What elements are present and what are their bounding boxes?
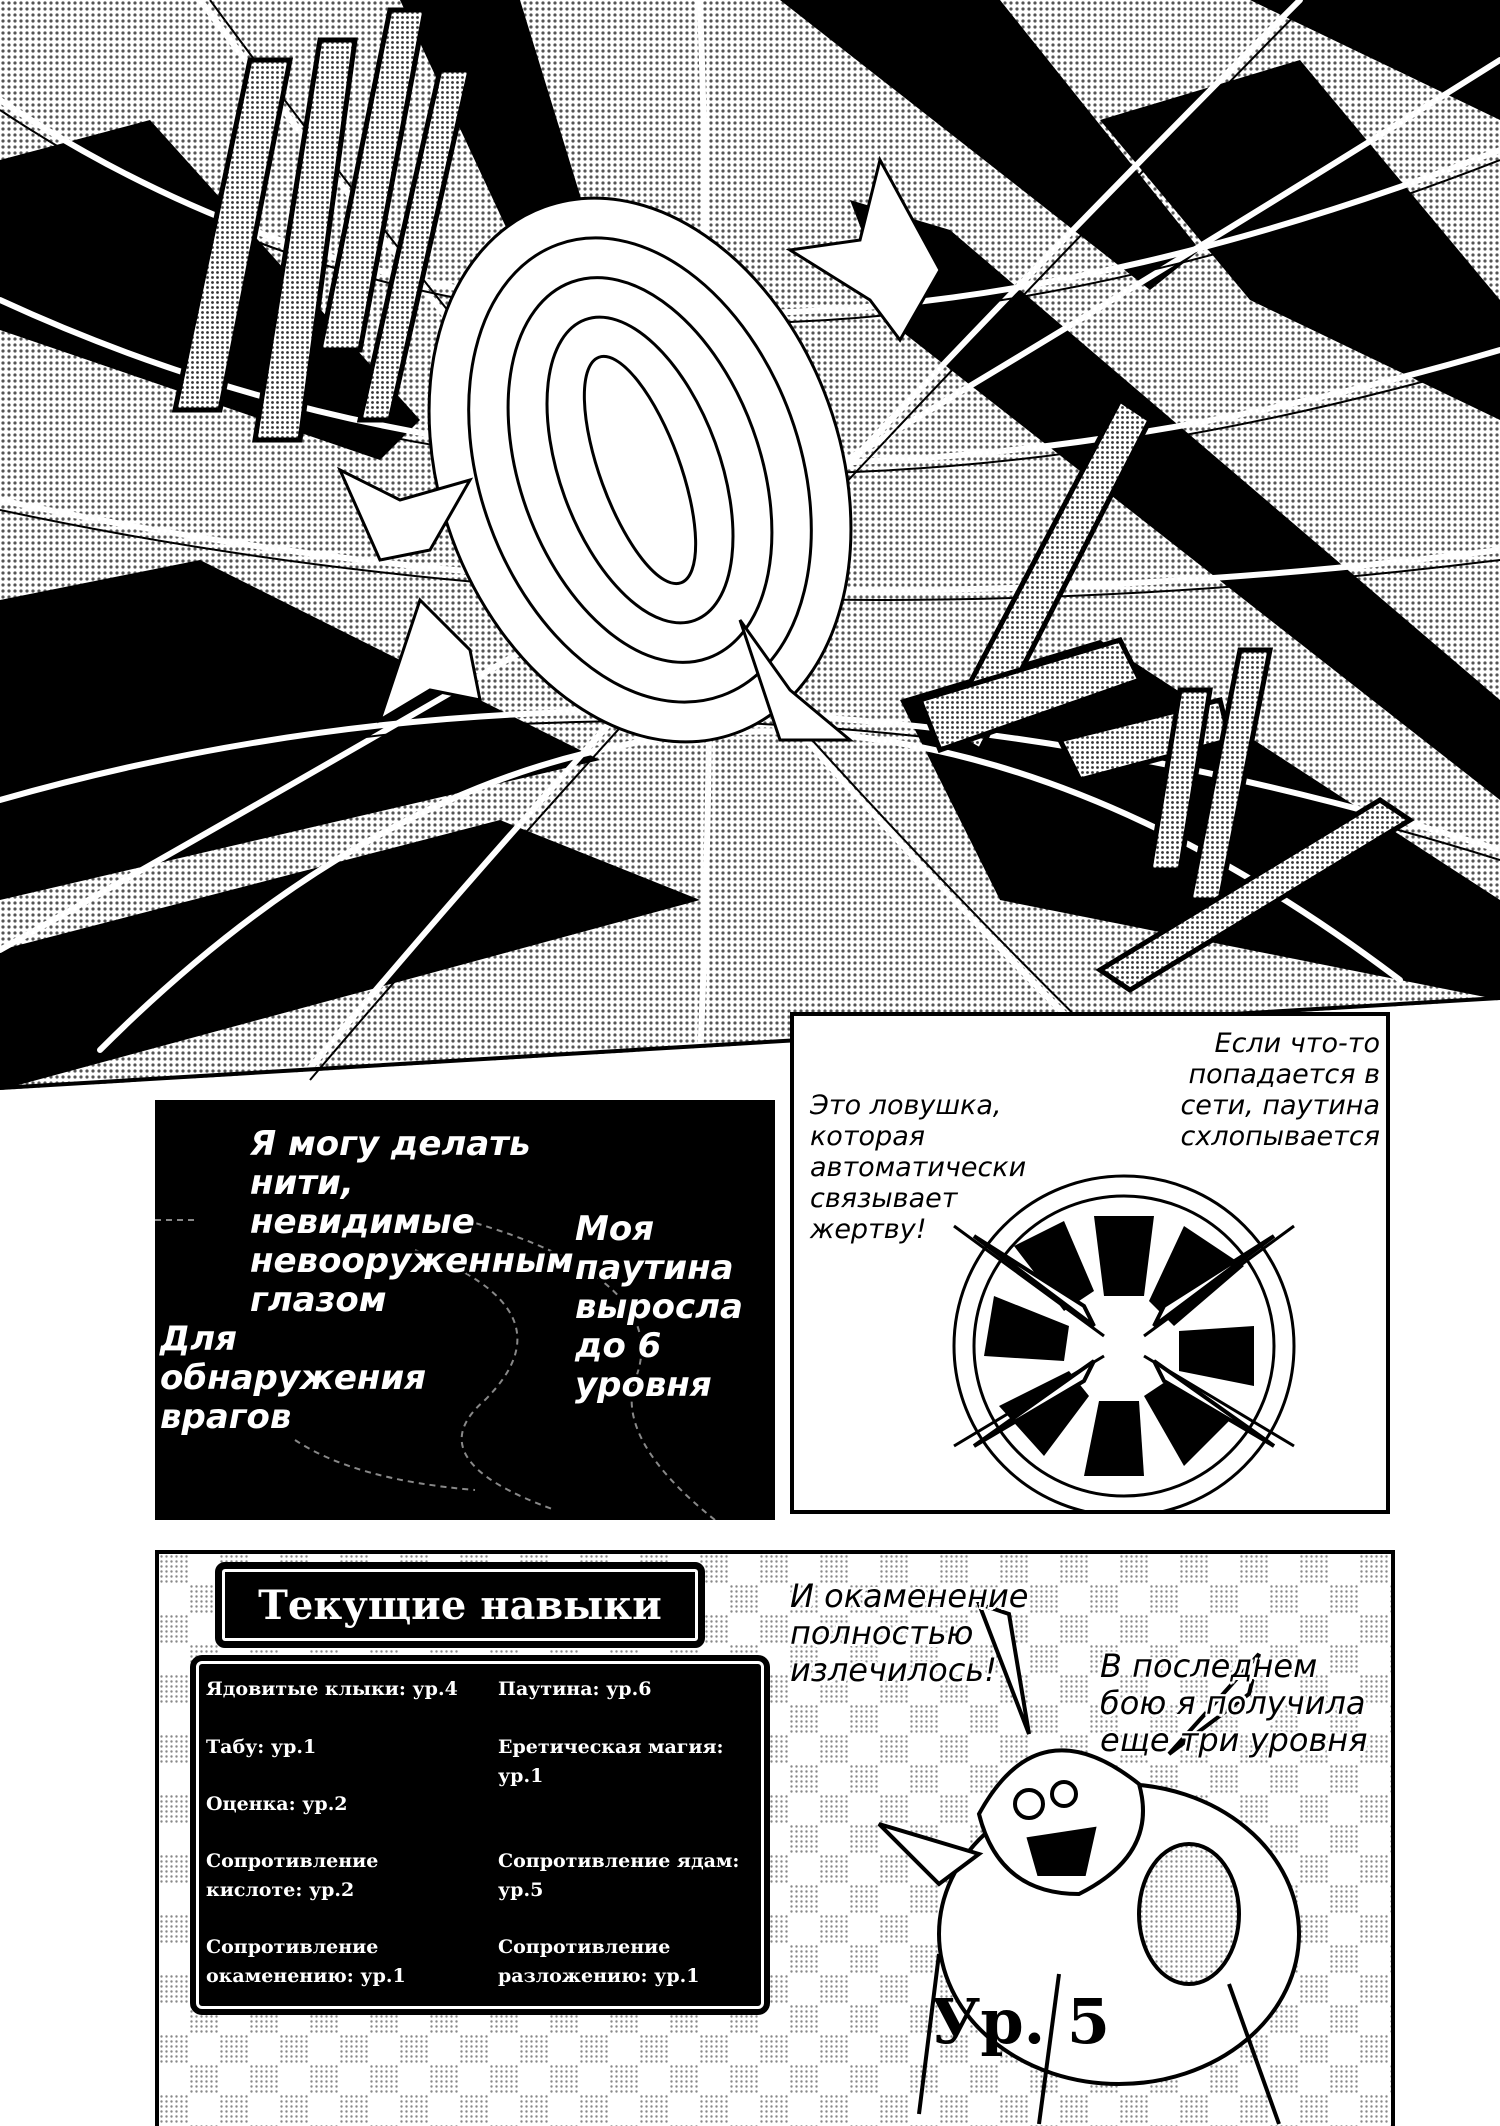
caption-web-level: Моя паутина выросла до 6 уровня (575, 1209, 743, 1406)
skill-heretic-magic: Еретическая магия: ур.1 (498, 1736, 724, 1787)
skill-appraisal: Оценка: ур.2 (206, 1793, 348, 1815)
skills-title: Текущие навыки (215, 1562, 705, 1648)
skill-web: Паутина: ур.6 (498, 1678, 652, 1700)
skill-petrification-resistance: Сопротивление окаменению: ур.1 (206, 1936, 406, 1987)
caption-three-levels: В последнем бою я получила еще три уровня (1100, 1647, 1368, 1759)
level-label: Ур. 5 (930, 1985, 1110, 2058)
skill-rot-resistance: Сопротивление разложению: ур.1 (498, 1936, 700, 1987)
skill-poison-resistance: Сопротивление ядам: ур.5 (498, 1850, 740, 1901)
skill-taboo: Табу: ур.1 (206, 1736, 317, 1758)
skill-acid-resistance: Сопротивление кислоте: ур.2 (206, 1850, 379, 1901)
caption-detect-enemies: Для обнаружения врагов (160, 1319, 427, 1438)
caption-petrification-healed: И окаменение полностью излечилось! (790, 1577, 1029, 1689)
caption-trap: Это ловушка, которая автоматически связывает жертву! (810, 1090, 1027, 1246)
caption-web-collapses: Если что-то попадается в сети, паутина схлопывается (1180, 1028, 1380, 1153)
skill-poison-fangs: Ядовитые клыки: ур.4 (206, 1678, 458, 1700)
caption-invisible-threads: Я могу делать нити, невидимые невооруженным глазом (250, 1124, 574, 1321)
